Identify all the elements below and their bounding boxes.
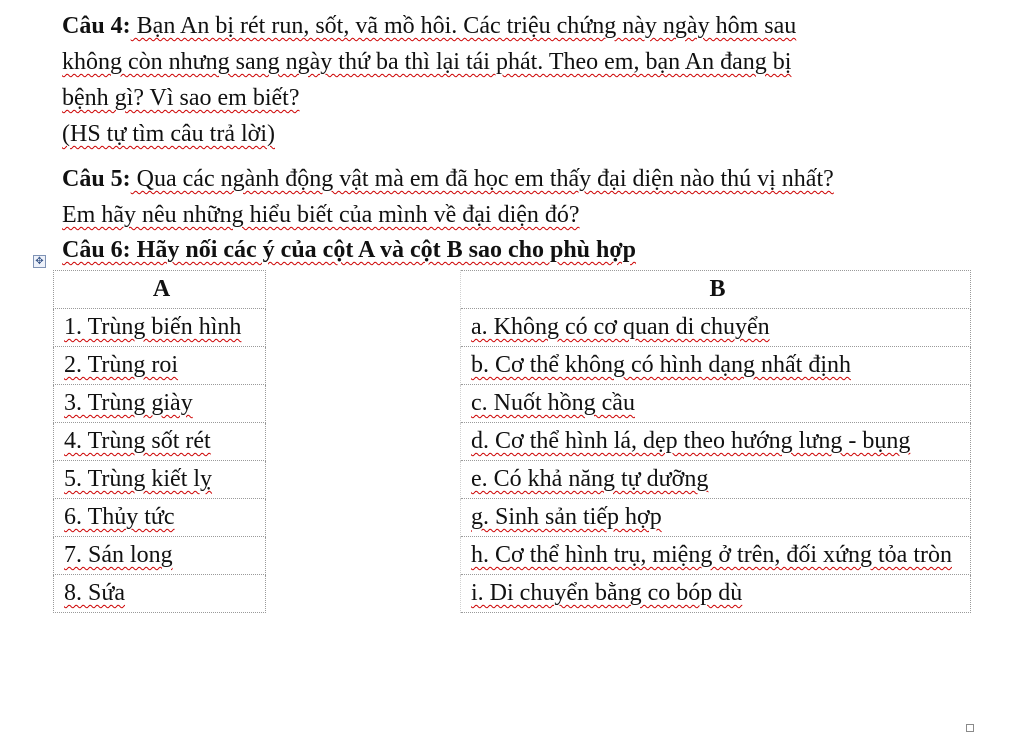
question-6 (62, 232, 962, 268)
cell-a-5: 5. Trùng kiết lỵ (54, 461, 266, 499)
table-row (54, 499, 971, 537)
cell-a-6: 6. Thủy tức (54, 499, 266, 537)
cell-b-e: e. Có khả năng tự dưỡng (461, 461, 971, 499)
column-gap (266, 537, 461, 575)
header-b: B (461, 271, 971, 309)
cell-b-i: i. Di chuyển bằng co bóp dù (461, 575, 971, 613)
table-row (54, 575, 971, 613)
table-row (54, 385, 971, 423)
table-row (54, 537, 971, 575)
column-gap (266, 461, 461, 499)
cell-b-b: b. Cơ thể không có hình dạng nhất định (461, 347, 971, 385)
cell-a-7: 7. Sán long (54, 537, 266, 575)
question-4-text-2: không còn nhưng sang ngày thứ ba thì lại tái phát. Theo em, bạn An đang bị (62, 49, 792, 75)
cell-a-8: 8. Sứa (54, 575, 266, 613)
table-row (54, 347, 971, 385)
column-gap (266, 575, 461, 613)
table-row (54, 423, 971, 461)
table-row (54, 309, 971, 347)
cell-b-g: g. Sinh sản tiếp hợp (461, 499, 971, 537)
answer-note-text: (HS tự tìm câu trả lời) (62, 121, 275, 147)
question-5-line-1 (62, 161, 962, 197)
column-gap (266, 423, 461, 461)
column-gap (266, 499, 461, 537)
question-4-text-1: Bạn An bị rét run, sốt, vã mồ hôi. Các triệu chứng này ngày hôm sau (130, 13, 797, 39)
column-gap (266, 309, 461, 347)
cell-a-2: 2. Trùng roi (54, 347, 266, 385)
question-5-label: Câu 5: (62, 166, 131, 192)
cell-a-3: 3. Trùng giày (54, 385, 266, 423)
table-end-marker (966, 724, 974, 732)
cell-b-d: d. Cơ thể hình lá, dẹp theo hướng lưng - bụng (461, 423, 971, 461)
question-6-title: Câu 6: Hãy nối các ý của cột A và cột B sao cho phù hợp (62, 237, 637, 263)
cell-b-a: a. Không có cơ quan di chuyển (461, 309, 971, 347)
table-move-handle-icon[interactable]: ✥ (33, 255, 46, 268)
cell-b-c: c. Nuốt hồng cầu (461, 385, 971, 423)
question-4-line-1 (62, 8, 962, 44)
column-gap (266, 271, 461, 309)
question-4-label: Câu 4: (62, 13, 131, 39)
question-5-text-2: Em hãy nêu những hiểu biết của mình về đại diện đó? (62, 202, 580, 228)
answer-note (62, 116, 962, 152)
question-5-text-1: Qua các ngành động vật mà em đã học em thấy đại diện nào thú vị nhất? (130, 166, 834, 192)
question-4-text-3: bệnh gì? Vì sao em biết? (62, 85, 300, 111)
header-a: A (54, 271, 266, 309)
column-gap (266, 347, 461, 385)
question-5 (62, 161, 962, 233)
cell-a-4: 4. Trùng sốt rét (54, 423, 266, 461)
table-row (54, 461, 971, 499)
cell-b-h: h. Cơ thể hình trụ, miệng ở trên, đối xứng tỏa tròn (461, 537, 971, 575)
column-gap (266, 385, 461, 423)
question-4 (62, 8, 962, 116)
matching-table (53, 270, 971, 613)
cell-a-1: 1. Trùng biến hình (54, 309, 266, 347)
table-header-row (54, 271, 971, 309)
